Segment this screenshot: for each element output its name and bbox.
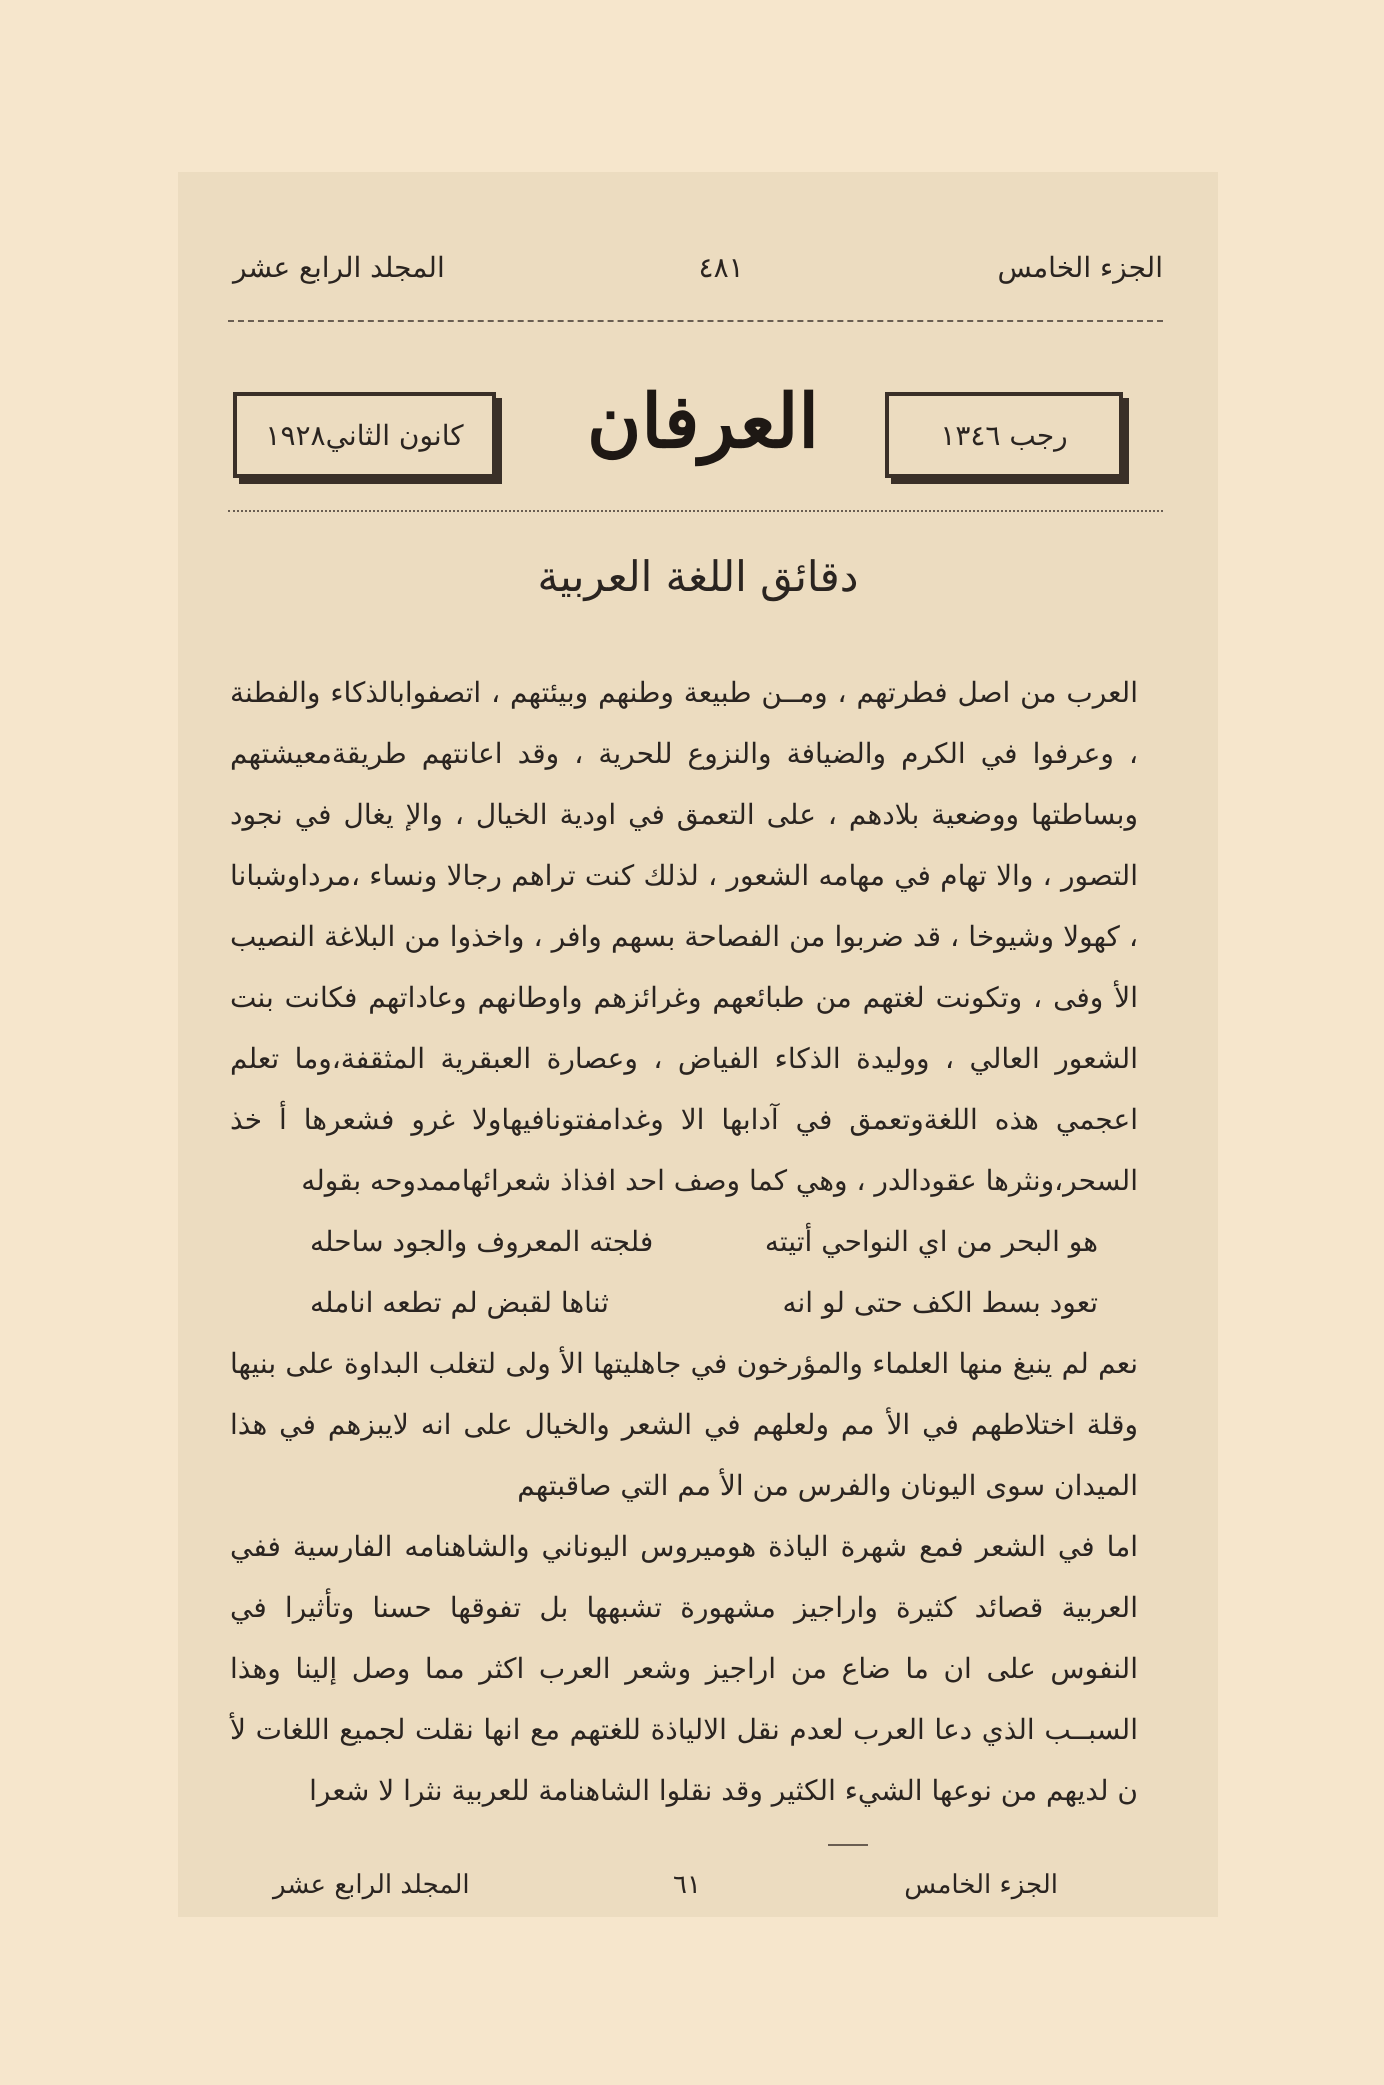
footer-part: الجزء الخامس xyxy=(904,1870,1058,1900)
masthead-title: العرفان xyxy=(587,379,819,465)
gregorian-date-box xyxy=(233,392,496,478)
verse-1-first-hemistich: هو البحر من اي النواحي أتيته xyxy=(764,1225,1098,1258)
header-volume: المجلد الرابع عشر xyxy=(233,250,445,284)
verse-2-first-hemistich: تعود بسط الكف حتى لو انه xyxy=(782,1286,1098,1319)
footer-divider xyxy=(828,1844,868,1846)
scanned-page xyxy=(178,172,1218,1917)
paragraph-2: نعم لم ينبغ منها العلماء والمؤرخون في جاهليتها الأ ولى لتغلب البداوة على بنيها وقلة اختلاطهم في الأ مم ولعلهم في الشعر والخيال على انه لايبزهم في هذا الميدان سوى اليونان والفرس من الأ مم التي صاقبتهم xyxy=(230,1347,1138,1502)
verse-2 xyxy=(230,1272,1138,1333)
header-page-number: ٤٨١ xyxy=(698,250,744,284)
header-divider xyxy=(228,320,1163,330)
hijri-date: رجب ١٣٤٦ xyxy=(940,418,1068,452)
paragraph-1: العرب من اصل فطرتهم ، ومــن طبيعة وطنهم وبيئتهم ، اتصفوابالذكاء والفطنة ، وعرفوا في الكرم والضيافة والنزوع للحرية ، وقد اعانتهم طريقةمعيشتهم وبساطتها ووضعية بلادهم ، على التعمق في اودية الخيال ، والإ يغال في نجود التصور ، والا تهام في مهامه الشعور ، لذلك كنت تراهم رجالا ونساء ،مرداوشبانا ، كهولا وشيوخا ، قد ضربوا من الفصاحة بسهم وافر ، واخذوا من البلاغة النصيب الأ وفى ، وتكونت لغتهم من طبائعهم وغرائزهم واوطانهم وعاداتهم فكانت بنت الشعور العالي ، ووليدة الذكاء الفياض ، وعصارة العبقرية المثقفة،وما تعلم اعجمي هذه اللغةوتعمق في آدابها الا وغدامفتونافيهاولا غرو فشعرها أ خذ السحر،ونثرها عقودالدر ، وهي كما وصف احد افذاذ شعرائهاممدوحه بقوله xyxy=(230,676,1138,1197)
footer-volume: المجلد الرابع عشر xyxy=(273,1870,470,1900)
footer-page-number: ٦١ xyxy=(672,1870,701,1900)
gregorian-date: كانون الثاني١٩٢٨ xyxy=(265,418,464,452)
article-body xyxy=(230,662,1138,1821)
verse-1 xyxy=(230,1211,1138,1272)
paragraph-3: اما في الشعر فمع شهرة الياذة هوميروس اليوناني والشاهنامه الفارسية ففي العربية قصائد كثيرة واراجيز مشهورة تشبهها بل تفوقها حسنا وتأثيرا في النفوس على ان ما ضاع من اراجيز وشعر العرب اكثر مما وصل إلينا وهذا السبــب الذي دعا العرب لعدم نقل الالياذة للغتهم مع انها نقلت لجميع اللغات لأ ن لديهم من نوعها الشيء الكثير وقد نقلوا الشاهنامة للعربية نثرا لا شعرا xyxy=(230,1530,1138,1807)
hijri-date-box xyxy=(885,392,1123,478)
verse-1-second-hemistich: فلجته المعروف والجود ساحله xyxy=(310,1225,654,1258)
verse-2-second-hemistich: ثناها لقبض لم تطعه انامله xyxy=(310,1286,609,1319)
running-header xyxy=(233,242,1163,292)
masthead-divider xyxy=(228,510,1163,520)
running-footer xyxy=(273,1862,1058,1908)
header-part: الجزء الخامس xyxy=(997,250,1163,284)
article-title: دقائق اللغة العربية xyxy=(537,552,859,601)
